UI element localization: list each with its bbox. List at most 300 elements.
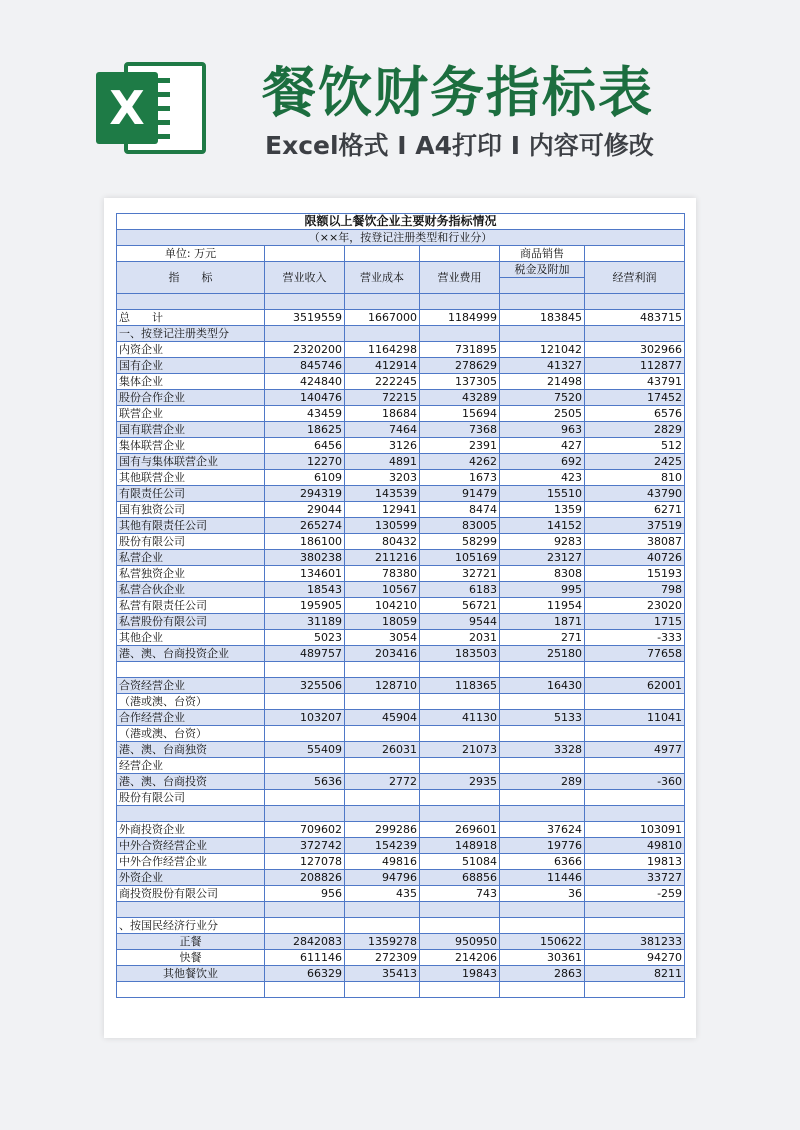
table-cell: -333 <box>585 630 685 646</box>
row-label: 港、澳、台商独资 <box>117 742 265 758</box>
table-cell: 6366 <box>500 854 585 870</box>
table-cell: 77658 <box>585 646 685 662</box>
table-cell <box>420 294 500 310</box>
table-row <box>117 966 685 982</box>
table-cell: 3328 <box>500 742 585 758</box>
table-cell: 130599 <box>345 518 420 534</box>
table-cell: 38087 <box>585 534 685 550</box>
table-cell: 183845 <box>500 310 585 326</box>
table-row <box>117 742 685 758</box>
table-cell <box>420 694 500 710</box>
table-row <box>117 806 685 822</box>
table-row <box>117 726 685 742</box>
row-label: 国有企业 <box>117 358 265 374</box>
row-label: 股份有限公司 <box>117 534 265 550</box>
table-cell <box>500 806 585 822</box>
table-cell: 278629 <box>420 358 500 374</box>
table-cell: 29044 <box>265 502 345 518</box>
table-row <box>117 470 685 486</box>
table-cell: 23127 <box>500 550 585 566</box>
table-cell: 427 <box>500 438 585 454</box>
table-cell: 845746 <box>265 358 345 374</box>
table-cell: 104210 <box>345 598 420 614</box>
table-cell <box>265 918 345 934</box>
table-cell <box>420 982 500 998</box>
table-cell: 4891 <box>345 454 420 470</box>
table-cell: 412914 <box>345 358 420 374</box>
table-cell <box>345 294 420 310</box>
sheet-title: 限额以上餐饮企业主要财务指标情况 <box>117 214 685 230</box>
table-cell: 6456 <box>265 438 345 454</box>
table-cell: 7464 <box>345 422 420 438</box>
table-cell <box>420 726 500 742</box>
table-cell: 11446 <box>500 870 585 886</box>
table-row <box>117 646 685 662</box>
table-row <box>117 870 685 886</box>
table-cell: 43791 <box>585 374 685 390</box>
table-row <box>117 422 685 438</box>
table-cell: 43790 <box>585 486 685 502</box>
row-label: 内资企业 <box>117 342 265 358</box>
row-label: 私营独资企业 <box>117 566 265 582</box>
table-cell: 272309 <box>345 950 420 966</box>
table-row <box>117 790 685 806</box>
table-cell: 6576 <box>585 406 685 422</box>
table-cell: 118365 <box>420 678 500 694</box>
table-cell: 58299 <box>420 534 500 550</box>
row-label: 集体企业 <box>117 374 265 390</box>
table-cell <box>420 918 500 934</box>
table-cell <box>265 726 345 742</box>
table-cell: 512 <box>585 438 685 454</box>
table-cell: 1715 <box>585 614 685 630</box>
table-cell: 18059 <box>345 614 420 630</box>
table-cell: 17452 <box>585 390 685 406</box>
table-row <box>117 902 685 918</box>
table-cell <box>500 918 585 934</box>
table-row <box>117 294 685 310</box>
table-cell: 43459 <box>265 406 345 422</box>
page-subtitle: Excel格式 I A4打印 I 内容可修改 <box>265 131 654 160</box>
row-label: 商投资股份有限公司 <box>117 886 265 902</box>
table-cell: 1164298 <box>345 342 420 358</box>
table-cell: 18684 <box>345 406 420 422</box>
table-cell: 3519559 <box>265 310 345 326</box>
table-cell: 105169 <box>420 550 500 566</box>
table-cell <box>345 326 420 342</box>
table-cell: 743 <box>420 886 500 902</box>
table-cell: 995 <box>500 582 585 598</box>
row-label <box>117 294 265 310</box>
table-cell: 127078 <box>265 854 345 870</box>
table-cell <box>585 326 685 342</box>
table-cell <box>500 694 585 710</box>
table-row <box>117 950 685 966</box>
table-cell: 7520 <box>500 390 585 406</box>
row-label: 港、澳、台商投资企业 <box>117 646 265 662</box>
table-cell: 1667000 <box>345 310 420 326</box>
table-cell <box>420 902 500 918</box>
table-cell: 80432 <box>345 534 420 550</box>
table-cell <box>420 758 500 774</box>
table-row <box>117 758 685 774</box>
table-cell <box>265 806 345 822</box>
table-cell: 483715 <box>585 310 685 326</box>
table-row <box>117 342 685 358</box>
table-cell: -259 <box>585 886 685 902</box>
table-cell: 148918 <box>420 838 500 854</box>
table-row <box>117 582 685 598</box>
table-cell: 66329 <box>265 966 345 982</box>
row-label: 国有与集体联营企业 <box>117 454 265 470</box>
row-label: 私营股份有限公司 <box>117 614 265 630</box>
table-row <box>117 838 685 854</box>
table-cell: 103091 <box>585 822 685 838</box>
table-cell: 2772 <box>345 774 420 790</box>
table-cell: 7368 <box>420 422 500 438</box>
table-cell: 21073 <box>420 742 500 758</box>
table-cell: 15694 <box>420 406 500 422</box>
row-label: 国有独资公司 <box>117 502 265 518</box>
table-cell <box>500 726 585 742</box>
table-cell <box>585 806 685 822</box>
table-row <box>117 326 685 342</box>
table-cell: 94270 <box>585 950 685 966</box>
table-row <box>117 454 685 470</box>
row-label <box>117 662 265 678</box>
table-cell <box>585 790 685 806</box>
table-cell: 5636 <box>265 774 345 790</box>
table-cell: 5023 <box>265 630 345 646</box>
table-cell: 11954 <box>500 598 585 614</box>
table-row <box>117 534 685 550</box>
table-row <box>117 374 685 390</box>
table-cell <box>500 982 585 998</box>
sheet-subtitle: （××年，按登记注册类型和行业分） <box>117 230 685 246</box>
table-cell: 83005 <box>420 518 500 534</box>
table-cell <box>345 694 420 710</box>
table-row <box>117 854 685 870</box>
table-cell: 798 <box>585 582 685 598</box>
table-cell: 208826 <box>265 870 345 886</box>
row-label: 总 计 <box>117 310 265 326</box>
table-cell: 435 <box>345 886 420 902</box>
table-cell: 94796 <box>345 870 420 886</box>
table-cell: 1673 <box>420 470 500 486</box>
table-cell: 49810 <box>585 838 685 854</box>
row-label <box>117 806 265 822</box>
header-tax-bottom: 税金及附加 <box>500 262 585 278</box>
row-label: 合作经营企业 <box>117 710 265 726</box>
table-cell: 5133 <box>500 710 585 726</box>
table-cell <box>265 758 345 774</box>
table-cell <box>345 902 420 918</box>
row-label: 其他餐饮业 <box>117 966 265 982</box>
table-cell: 4977 <box>585 742 685 758</box>
table-cell: 195905 <box>265 598 345 614</box>
table-cell <box>585 726 685 742</box>
table-cell: 3126 <box>345 438 420 454</box>
table-row <box>117 518 685 534</box>
table-cell: 423 <box>500 470 585 486</box>
table-cell: 137305 <box>420 374 500 390</box>
table-cell <box>585 758 685 774</box>
row-label: 中外合作经营企业 <box>117 854 265 870</box>
row-label: 其他联营企业 <box>117 470 265 486</box>
table-row <box>117 566 685 582</box>
row-label <box>117 982 265 998</box>
row-label: 集体联营企业 <box>117 438 265 454</box>
table-cell: 150622 <box>500 934 585 950</box>
table-cell: -360 <box>585 774 685 790</box>
table-cell: 8211 <box>585 966 685 982</box>
table-cell: 372742 <box>265 838 345 854</box>
table-cell: 294319 <box>265 486 345 502</box>
table-cell: 289 <box>500 774 585 790</box>
table-row <box>117 486 685 502</box>
table-cell: 380238 <box>265 550 345 566</box>
row-label: 快餐 <box>117 950 265 966</box>
table-cell <box>420 326 500 342</box>
table-row <box>117 598 685 614</box>
row-label: 中外合资经营企业 <box>117 838 265 854</box>
table-row <box>117 358 685 374</box>
table-cell: 2031 <box>420 630 500 646</box>
table-cell <box>345 662 420 678</box>
table-row <box>117 774 685 790</box>
table-cell: 2320200 <box>265 342 345 358</box>
table-cell: 950950 <box>420 934 500 950</box>
row-label: 联营企业 <box>117 406 265 422</box>
table-cell: 154239 <box>345 838 420 854</box>
table-row <box>117 886 685 902</box>
table-cell: 36 <box>500 886 585 902</box>
table-cell: 1184999 <box>420 310 500 326</box>
table-cell <box>585 294 685 310</box>
table-row <box>117 406 685 422</box>
table-cell <box>265 982 345 998</box>
table-row <box>117 310 685 326</box>
table-cell: 25180 <box>500 646 585 662</box>
table-row <box>117 678 685 694</box>
row-label: 有限责任公司 <box>117 486 265 502</box>
table-cell: 3203 <box>345 470 420 486</box>
table-cell <box>500 294 585 310</box>
table-cell: 19843 <box>420 966 500 982</box>
table-cell <box>500 662 585 678</box>
table-cell: 186100 <box>265 534 345 550</box>
table-cell: 72215 <box>345 390 420 406</box>
table-cell <box>585 982 685 998</box>
table-cell: 4262 <box>420 454 500 470</box>
table-cell: 45904 <box>345 710 420 726</box>
table-row <box>117 438 685 454</box>
row-label: 合资经营企业 <box>117 678 265 694</box>
row-label: 股份合作企业 <box>117 390 265 406</box>
table-cell: 8474 <box>420 502 500 518</box>
table-row <box>117 502 685 518</box>
table-cell: 30361 <box>500 950 585 966</box>
page-title: 餐饮财务指标表 <box>262 61 654 124</box>
table-cell: 19776 <box>500 838 585 854</box>
table-cell <box>420 790 500 806</box>
table-cell: 78380 <box>345 566 420 582</box>
table-row <box>117 982 685 998</box>
table-cell: 134601 <box>265 566 345 582</box>
banner <box>0 0 800 190</box>
table-cell: 32721 <box>420 566 500 582</box>
table-row <box>117 934 685 950</box>
table-cell: 265274 <box>265 518 345 534</box>
table-cell: 56721 <box>420 598 500 614</box>
row-label: 私营合伙企业 <box>117 582 265 598</box>
table-cell <box>265 790 345 806</box>
table-cell: 62001 <box>585 678 685 694</box>
table-cell: 26031 <box>345 742 420 758</box>
table-cell <box>265 662 345 678</box>
excel-logo-icon <box>96 62 206 154</box>
table-cell <box>500 790 585 806</box>
table-cell: 6271 <box>585 502 685 518</box>
table-cell: 18625 <box>265 422 345 438</box>
table-cell: 121042 <box>500 342 585 358</box>
table-cell: 41130 <box>420 710 500 726</box>
table-row <box>117 614 685 630</box>
table-cell: 3054 <box>345 630 420 646</box>
financial-table <box>116 213 685 998</box>
row-label: 国有联营企业 <box>117 422 265 438</box>
table-cell: 325506 <box>265 678 345 694</box>
table-cell: 41327 <box>500 358 585 374</box>
table-row <box>117 918 685 934</box>
row-label: （港或澳、台资） <box>117 694 265 710</box>
table-cell: 43289 <box>420 390 500 406</box>
table-cell: 8308 <box>500 566 585 582</box>
row-label: 股份有限公司 <box>117 790 265 806</box>
table-cell: 203416 <box>345 646 420 662</box>
table-cell: 269601 <box>420 822 500 838</box>
table-cell: 12270 <box>265 454 345 470</box>
table-cell <box>585 918 685 934</box>
table-cell: 40726 <box>585 550 685 566</box>
table-cell <box>500 326 585 342</box>
table-cell <box>585 694 685 710</box>
table-cell: 91479 <box>420 486 500 502</box>
table-cell: 103207 <box>265 710 345 726</box>
table-cell: 2863 <box>500 966 585 982</box>
table-cell <box>345 790 420 806</box>
row-label: 其他企业 <box>117 630 265 646</box>
table-cell <box>585 902 685 918</box>
table-cell: 2425 <box>585 454 685 470</box>
table-cell: 31189 <box>265 614 345 630</box>
table-cell: 33727 <box>585 870 685 886</box>
table-cell <box>345 918 420 934</box>
header-expense: 营业费用 <box>420 262 500 294</box>
table-cell: 211216 <box>345 550 420 566</box>
table-cell: 6109 <box>265 470 345 486</box>
table-cell: 35413 <box>345 966 420 982</box>
table-cell <box>585 662 685 678</box>
table-cell: 68856 <box>420 870 500 886</box>
table-cell: 302966 <box>585 342 685 358</box>
table-cell: 12941 <box>345 502 420 518</box>
table-row <box>117 390 685 406</box>
table-cell: 16430 <box>500 678 585 694</box>
table-cell: 2829 <box>585 422 685 438</box>
row-label: 外商投资企业 <box>117 822 265 838</box>
table-cell: 11041 <box>585 710 685 726</box>
table-cell: 489757 <box>265 646 345 662</box>
row-label: 私营有限责任公司 <box>117 598 265 614</box>
row-label <box>117 902 265 918</box>
table-row <box>117 822 685 838</box>
row-label: 其他有限责任公司 <box>117 518 265 534</box>
table-cell <box>420 662 500 678</box>
table-cell: 15193 <box>585 566 685 582</box>
table-cell: 18543 <box>265 582 345 598</box>
table-cell: 1359 <box>500 502 585 518</box>
table-cell: 299286 <box>345 822 420 838</box>
table-cell: 810 <box>585 470 685 486</box>
table-cell: 112877 <box>585 358 685 374</box>
table-cell: 143539 <box>345 486 420 502</box>
row-label: 经营企业 <box>117 758 265 774</box>
table-row <box>117 550 685 566</box>
table-cell: 709602 <box>265 822 345 838</box>
table-cell: 9283 <box>500 534 585 550</box>
table-cell: 963 <box>500 422 585 438</box>
table-row <box>117 630 685 646</box>
table-row <box>117 662 685 678</box>
table-cell: 381233 <box>585 934 685 950</box>
table-cell: 692 <box>500 454 585 470</box>
header-revenue: 营业收入 <box>265 262 345 294</box>
table-cell <box>500 902 585 918</box>
table-cell: 2505 <box>500 406 585 422</box>
table-cell: 51084 <box>420 854 500 870</box>
table-cell: 271 <box>500 630 585 646</box>
table-row <box>117 694 685 710</box>
row-label: 私营企业 <box>117 550 265 566</box>
table-cell <box>265 294 345 310</box>
table-cell: 9544 <box>420 614 500 630</box>
row-label: 外资企业 <box>117 870 265 886</box>
table-cell: 183503 <box>420 646 500 662</box>
table-cell: 37519 <box>585 518 685 534</box>
table-cell: 19813 <box>585 854 685 870</box>
table-cell: 222245 <box>345 374 420 390</box>
table-cell <box>265 694 345 710</box>
unit-label: 单位: 万元 <box>117 246 265 262</box>
header-cost: 营业成本 <box>345 262 420 294</box>
table-cell <box>265 902 345 918</box>
table-cell: 731895 <box>420 342 500 358</box>
table-cell: 140476 <box>265 390 345 406</box>
table-cell <box>265 326 345 342</box>
table-row <box>117 710 685 726</box>
table-cell: 6183 <box>420 582 500 598</box>
header-profit: 经营利润 <box>585 262 685 294</box>
table-cell: 55409 <box>265 742 345 758</box>
row-label: 一、按登记注册类型分 <box>117 326 265 342</box>
table-cell: 49816 <box>345 854 420 870</box>
excel-logo-letter: X <box>96 72 158 144</box>
table-cell <box>420 806 500 822</box>
table-cell: 37624 <box>500 822 585 838</box>
table-cell: 2842083 <box>265 934 345 950</box>
table-cell: 14152 <box>500 518 585 534</box>
